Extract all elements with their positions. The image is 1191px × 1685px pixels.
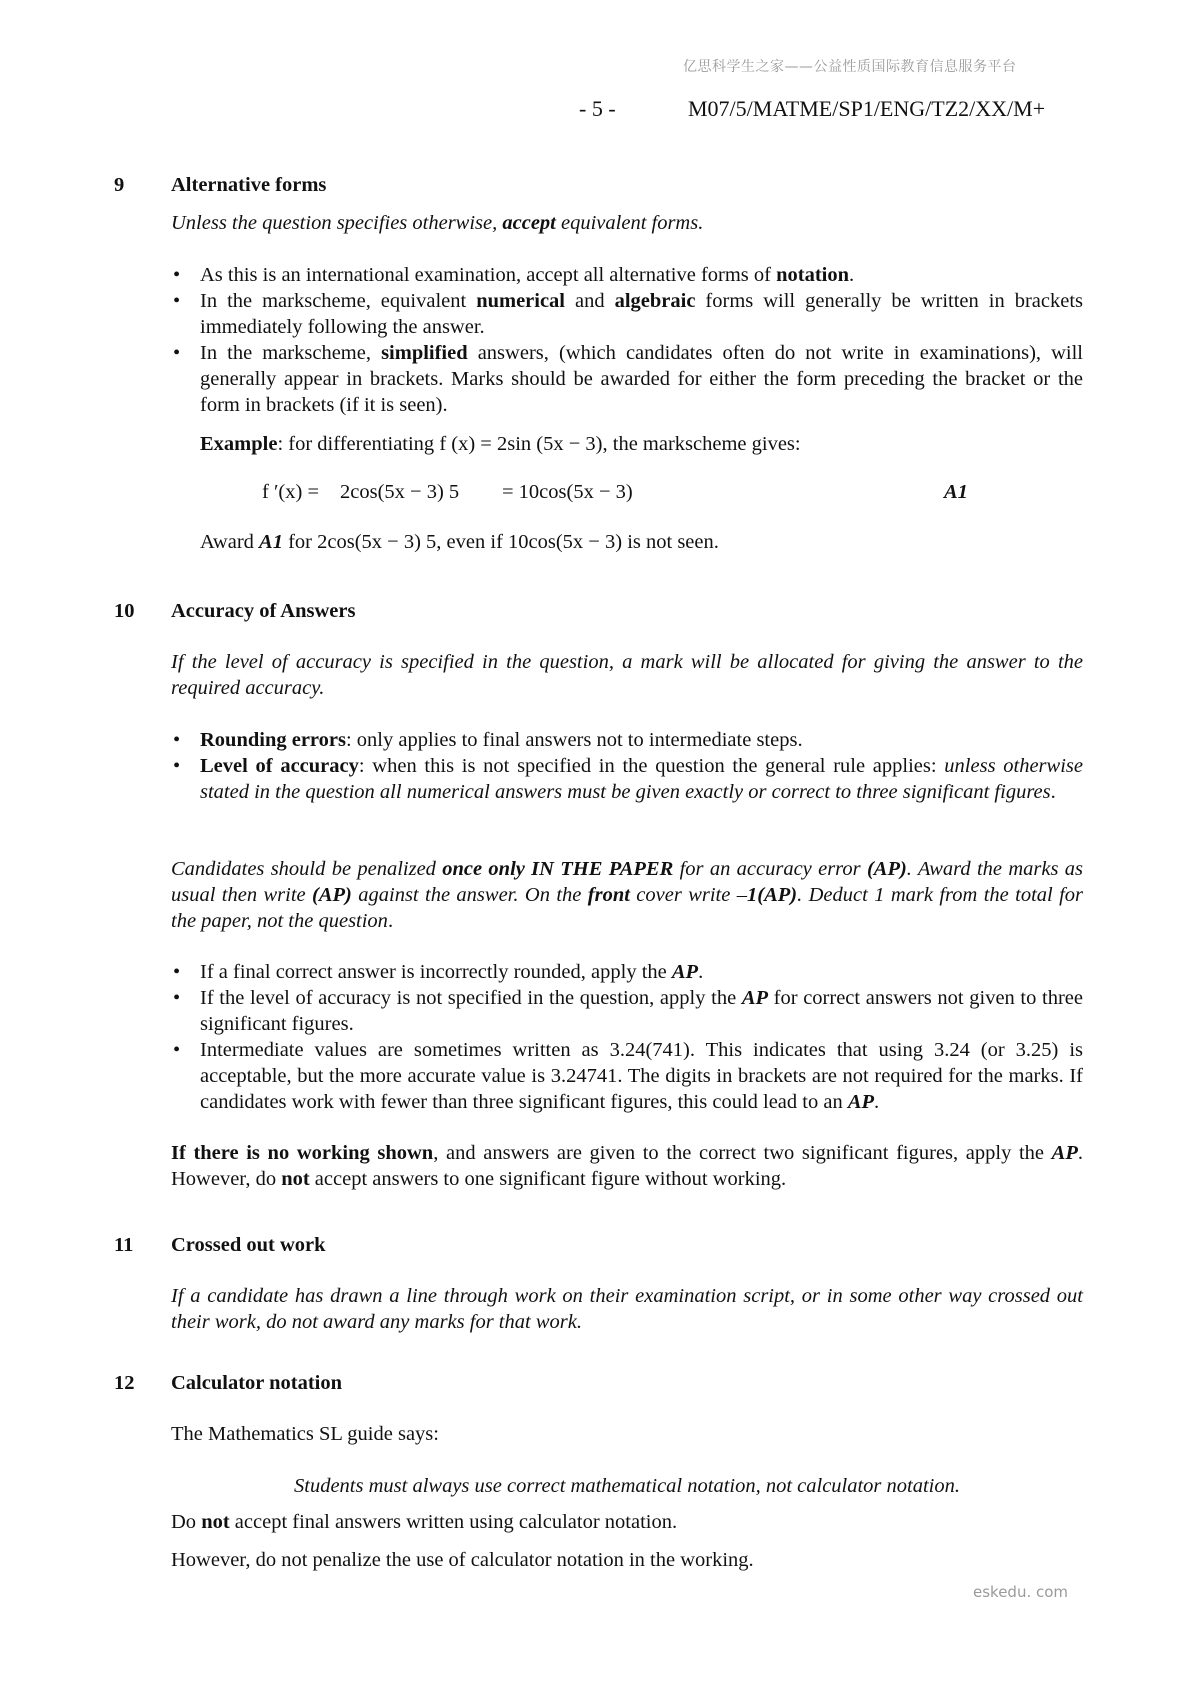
section-9-intro [171, 210, 1083, 236]
section-12-number: 12 [114, 1372, 135, 1394]
calculator-working-note: However, do not penalize the use of calculator notation in the working. [171, 1549, 754, 1571]
list-item: • Intermediate values are sometimes written as 3.24(741). This indicates that using 3.24 (or 3.25) is acceptable, but the more accurate value is 3.24741. The digits in brackets are not required for the marks. If candidates work with fewer than three significant figures, this could lead to an AP. [171, 1037, 1083, 1115]
accept-emphasis: accept [502, 212, 556, 234]
penalty-paragraph: Candidates should be penalized once only IN THE PAPER for an accuracy error (AP). Award the marks as usual then write (AP) against the answer. On the front cover write –1(AP). Deduct 1 mark from the total for the paper, not the question. [171, 858, 1084, 932]
calculator-rule: Do not accept final answers written using calculator notation. [171, 1511, 678, 1533]
intro-text: Unless the question specifies otherwise, [171, 212, 503, 234]
accuracy-bullets [171, 959, 1083, 1115]
section-10-title: Accuracy of Answers [171, 600, 356, 622]
section-10-intro: If the level of accuracy is specified in the question, a mark will be allocated for giving the answer to the required accuracy. [171, 651, 1083, 699]
paper-reference: M07/5/MATME/SP1/ENG/TZ2/XX/M+ [688, 96, 1046, 121]
section-11-number: 11 [114, 1234, 134, 1256]
section-9-title: Alternative forms [171, 174, 327, 196]
derivative-term: 2cos(5x − 3) 5 [340, 481, 460, 503]
working-paragraph: If there is no working shown, and answers are given to the correct two significant figures, apply the AP. However, do not accept answers to one significant figure without working. [171, 1142, 1083, 1190]
section-11-text: If a candidate has drawn a line through work on their examination script, or in some other way crossed out their work, do not award any marks for that work. [171, 1285, 1083, 1333]
section-10-number: 10 [114, 600, 135, 622]
section-10-bullets [171, 727, 1083, 805]
guide-quote: Students must always use correct mathematical notation, not calculator notation. [294, 1475, 960, 1497]
derivative-lhs: f ′(x) = [262, 481, 320, 503]
example-function: f (x) = 2sin (5x − 3) [439, 433, 603, 455]
list-item: • As this is an international examination, accept all alternative forms of notation. [171, 262, 1083, 288]
list-item: • In the markscheme, equivalent numerical and algebraic forms will generally be written in brackets immediately following the answer. [171, 288, 1083, 340]
footer-watermark: eskedu. com [973, 1583, 1069, 1601]
section-9-bullets [171, 262, 1083, 418]
list-item: • If the level of accuracy is not specified in the question, apply the AP for correct answers not given to three significant figures. [171, 985, 1083, 1037]
section-9-number: 9 [114, 174, 125, 196]
list-item: • Level of accuracy: when this is not specified in the question the general rule applies: unless otherwise stated in the question all numerical answers must be given exactly or correct to three significant figures. [171, 753, 1083, 805]
list-item: • Rounding errors: only applies to final answers not to intermediate steps. [171, 727, 1083, 753]
section-11-title: Crossed out work [171, 1234, 326, 1256]
header-watermark: 亿思科学生之家——公益性质国际教育信息服务平台 [683, 59, 1017, 75]
derivative-simplified: = 10cos(5x − 3) [502, 481, 633, 503]
example-line: Example: for differentiating f (x) = 2sin (5x − 3), the markscheme gives: [200, 433, 801, 455]
mark-a1: A1 [944, 481, 968, 503]
section-12-title: Calculator notation [171, 1372, 343, 1394]
list-item: • In the markscheme, simplified answers, (which candidates often do not write in examinations), will generally appear in brackets. Marks should be awarded for either the form preceding the bracket or the form in brackets (if it is seen). [171, 340, 1083, 418]
page-number: - 5 - [579, 96, 616, 121]
list-item: • If a final correct answer is incorrectly rounded, apply the AP. [171, 959, 1083, 985]
intro-text-end: equivalent forms. [555, 212, 704, 234]
award-line: Award A1 for 2cos(5x − 3) 5, even if 10cos(5x − 3) is not seen. [200, 531, 719, 553]
guide-intro: The Mathematics SL guide says: [171, 1423, 439, 1445]
